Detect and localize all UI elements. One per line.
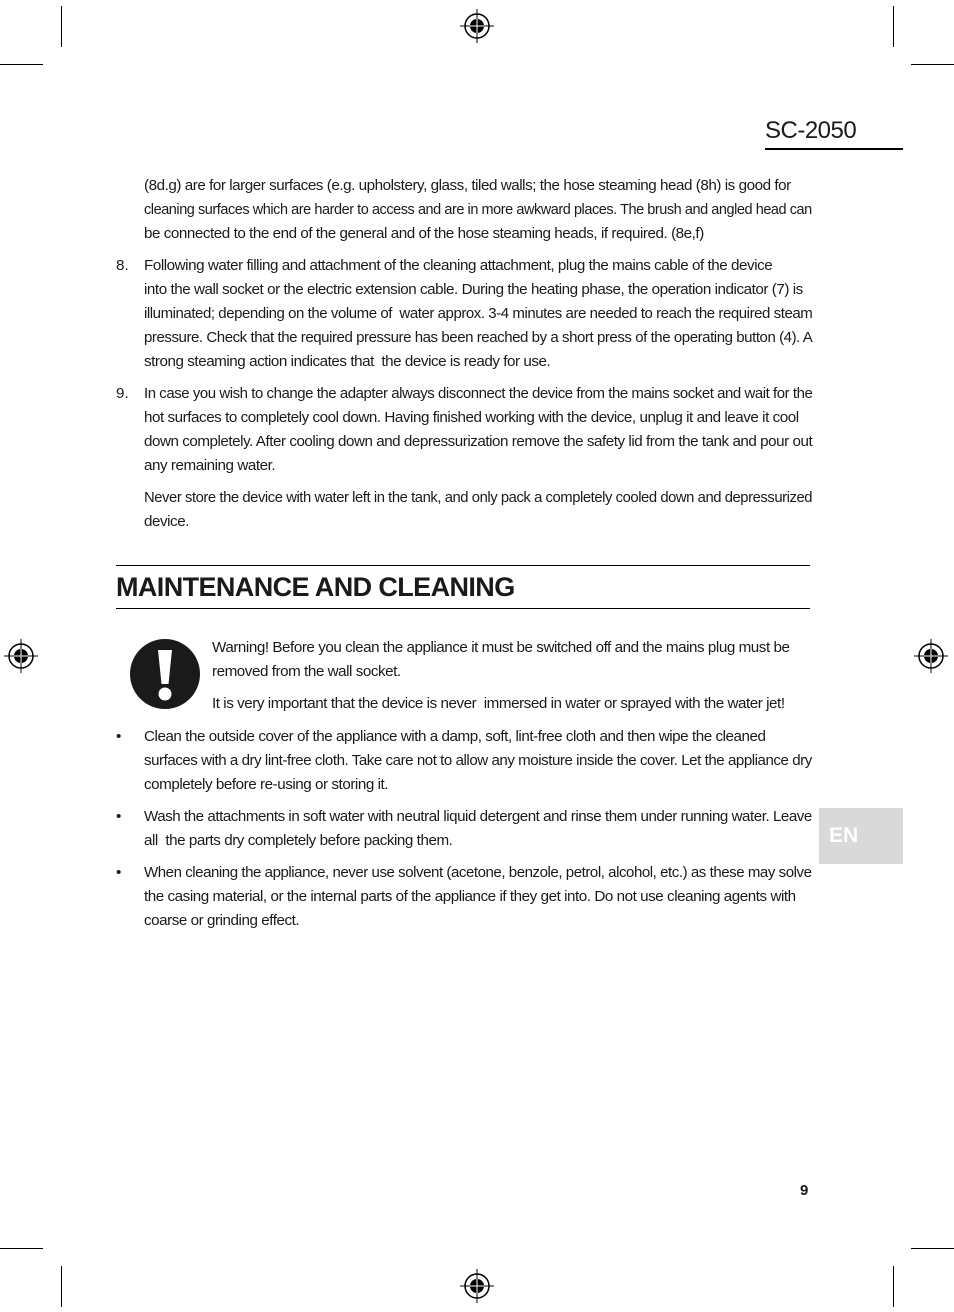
step-line: pressure. Check that the required pressure has been reached by a short press of the operating button (4). A xyxy=(144,329,813,346)
bullet-symbol: • xyxy=(116,728,122,745)
step-line: down completely. After cooling down and depressurization remove the safety lid from the tank and pour out xyxy=(144,433,813,450)
page-number: 9 xyxy=(800,1182,809,1199)
registration-mark-icon xyxy=(460,1269,494,1303)
intro-line: (8d.g) are for larger surfaces (e.g. upholstery, glass, tiled walls; the hose steaming head (8h) is good for xyxy=(144,177,791,194)
intro-line: be connected to the end of the general and of the hose steaming heads, if required. (8e,f) xyxy=(144,225,704,242)
bullet-line: the casing material, or the internal parts of the appliance if they get into. Do not use cleaning agents with xyxy=(144,888,796,905)
bullet-line: When cleaning the appliance, never use solvent (acetone, benzole, petrol, alcohol, etc.) as these may solve xyxy=(144,864,812,881)
crop-mark xyxy=(893,6,894,47)
bullet-line: Clean the outside cover of the appliance with a damp, soft, lint-free cloth and then wipe the cleaned xyxy=(144,728,766,745)
crop-mark xyxy=(61,6,62,47)
step-line: In case you wish to change the adapter always disconnect the device from the mains socket and wait for the xyxy=(144,385,813,402)
step-line: illuminated; depending on the volume of water approx. 3-4 minutes are needed to reach the required steam xyxy=(144,305,813,322)
model-number: SC-2050 xyxy=(765,116,903,150)
warning-line: It is very important that the device is never immersed in water or sprayed with the water jet! xyxy=(212,695,785,712)
language-tab xyxy=(819,808,903,864)
crop-mark xyxy=(0,64,43,65)
exclamation-warning-icon xyxy=(129,638,201,710)
registration-mark-icon xyxy=(4,639,38,673)
step-line: any remaining water. xyxy=(144,457,276,474)
section-heading xyxy=(116,565,810,609)
section-title: MAINTENANCE AND CLEANING xyxy=(116,572,515,602)
bullet-line: surfaces with a dry lint-free cloth. Take care not to allow any moisture inside the cover. Let the appliance dry xyxy=(144,752,812,769)
storage-note-line: device. xyxy=(144,513,189,530)
bullet-line: Wash the attachments in soft water with neutral liquid detergent and rinse them under running water. Leave xyxy=(144,808,812,825)
step-line: Following water filling and attachment of the cleaning attachment, plug the mains cable of the device xyxy=(144,257,773,274)
crop-mark xyxy=(0,1248,43,1249)
bullet-line: coarse or grinding effect. xyxy=(144,912,300,929)
step-line: hot surfaces to completely cool down. Having finished working with the device, unplug it and leave it cool xyxy=(144,409,799,426)
step-line: into the wall socket or the electric extension cable. During the heating phase, the operation indicator (7) is xyxy=(144,281,803,298)
bullet-symbol: • xyxy=(116,808,122,825)
warning-line: Warning! Before you clean the appliance it must be switched off and the mains plug must be xyxy=(212,639,790,656)
registration-mark-icon xyxy=(460,9,494,43)
step-line: strong steaming action indicates that the device is ready for use. xyxy=(144,353,551,370)
crop-mark xyxy=(893,1266,894,1307)
crop-mark xyxy=(911,1248,954,1249)
storage-note-line: Never store the device with water left in the tank, and only pack a completely cooled down and depressurized xyxy=(144,489,813,506)
bullet-symbol: • xyxy=(116,864,122,881)
step-number: 8. xyxy=(116,257,129,274)
language-tab-label: EN xyxy=(829,824,859,847)
warning-line: removed from the wall socket. xyxy=(212,663,401,680)
intro-line: cleaning surfaces which are harder to access and are in more awkward places. The brush and angled head can xyxy=(144,201,812,218)
crop-mark xyxy=(61,1266,62,1307)
crop-mark xyxy=(911,64,954,65)
bullet-line: all the parts dry completely before packing them. xyxy=(144,832,453,849)
step-number: 9. xyxy=(116,385,129,402)
bullet-line: completely before re-using or storing it. xyxy=(144,776,389,793)
registration-mark-icon xyxy=(914,639,948,673)
